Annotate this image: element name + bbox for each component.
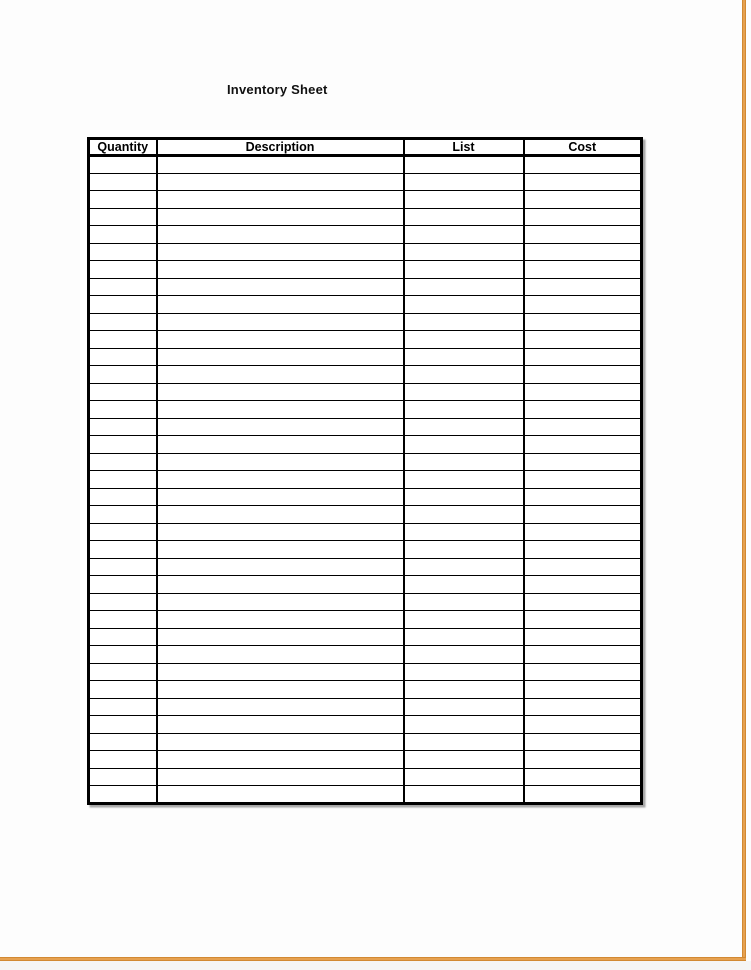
table-row (89, 541, 642, 559)
table-cell (404, 488, 524, 506)
table-cell (89, 366, 157, 384)
table-cell (89, 628, 157, 646)
table-cell (404, 243, 524, 261)
table-cell (157, 471, 404, 489)
page-edge-strip (0, 961, 751, 970)
table-cell (157, 681, 404, 699)
table-cell (524, 278, 642, 296)
table-row (89, 173, 642, 191)
table-cell (89, 296, 157, 314)
table-row (89, 558, 642, 576)
table-cell (89, 436, 157, 454)
table-cell (89, 786, 157, 804)
table-cell (157, 296, 404, 314)
table-cell (404, 278, 524, 296)
table-row (89, 471, 642, 489)
table-cell (89, 716, 157, 734)
table-row (89, 401, 642, 419)
table-cell (404, 646, 524, 664)
table-row (89, 436, 642, 454)
table-cell (524, 261, 642, 279)
table-cell (404, 593, 524, 611)
table-cell (404, 523, 524, 541)
table-row (89, 488, 642, 506)
table-cell (157, 541, 404, 559)
table-row (89, 313, 642, 331)
table-row (89, 751, 642, 769)
table-cell (157, 558, 404, 576)
table-cell (524, 453, 642, 471)
table-cell (89, 226, 157, 244)
table-row (89, 453, 642, 471)
table-row (89, 383, 642, 401)
table-cell (89, 593, 157, 611)
table-row (89, 191, 642, 209)
table-cell (524, 366, 642, 384)
table-cell (404, 768, 524, 786)
table-row (89, 348, 642, 366)
column-header-quantity: Quantity (89, 139, 157, 156)
table-cell (404, 681, 524, 699)
table-cell (157, 488, 404, 506)
table-cell (404, 576, 524, 594)
table-cell (404, 786, 524, 804)
table-cell (404, 366, 524, 384)
table-cell (404, 698, 524, 716)
table-cell (89, 401, 157, 419)
table-cell (404, 226, 524, 244)
table-cell (524, 313, 642, 331)
table-cell (524, 786, 642, 804)
table-cell (89, 418, 157, 436)
table-cell (157, 506, 404, 524)
table-cell (157, 208, 404, 226)
table-row (89, 278, 642, 296)
table-cell (524, 296, 642, 314)
table-cell (524, 506, 642, 524)
table-cell (524, 558, 642, 576)
table-cell (157, 663, 404, 681)
table-cell (157, 436, 404, 454)
table-cell (89, 558, 157, 576)
table-cell (157, 576, 404, 594)
table-cell (157, 768, 404, 786)
table-cell (524, 716, 642, 734)
column-header-list: List (404, 139, 524, 156)
table-cell (404, 611, 524, 629)
table-cell (89, 156, 157, 174)
table-cell (404, 453, 524, 471)
table-cell (524, 156, 642, 174)
table-cell (524, 523, 642, 541)
table-cell (524, 628, 642, 646)
table-cell (157, 173, 404, 191)
table-cell (89, 576, 157, 594)
table-row (89, 523, 642, 541)
table-cell (89, 471, 157, 489)
table-cell (404, 401, 524, 419)
table-cell (524, 191, 642, 209)
table-cell (404, 751, 524, 769)
table-row (89, 681, 642, 699)
table-cell (404, 733, 524, 751)
table-cell (524, 646, 642, 664)
table-cell (524, 418, 642, 436)
table-cell (404, 663, 524, 681)
table-cell (524, 243, 642, 261)
table-cell (404, 418, 524, 436)
table-cell (524, 611, 642, 629)
table-cell (89, 191, 157, 209)
table-cell (404, 541, 524, 559)
table-cell (524, 471, 642, 489)
table-cell (524, 576, 642, 594)
table-cell (157, 366, 404, 384)
table-cell (89, 768, 157, 786)
table-cell (89, 261, 157, 279)
table-cell (89, 453, 157, 471)
table-cell (524, 331, 642, 349)
table-cell (404, 558, 524, 576)
table-cell (404, 208, 524, 226)
table-cell (404, 383, 524, 401)
table-row (89, 593, 642, 611)
table-cell (404, 296, 524, 314)
table-cell (157, 383, 404, 401)
table-row (89, 786, 642, 804)
table-cell (524, 593, 642, 611)
table-cell (524, 383, 642, 401)
inventory-table (87, 137, 643, 805)
table-cell (89, 348, 157, 366)
table-cell (524, 663, 642, 681)
table-row (89, 506, 642, 524)
table-cell (524, 348, 642, 366)
table-cell (524, 401, 642, 419)
table-cell (404, 156, 524, 174)
table-row (89, 156, 642, 174)
table-row (89, 768, 642, 786)
table-cell (157, 628, 404, 646)
table-body (89, 156, 642, 804)
table-cell (524, 681, 642, 699)
table-cell (89, 383, 157, 401)
table-cell (404, 506, 524, 524)
table-cell (404, 436, 524, 454)
table-row (89, 716, 642, 734)
table-cell (157, 226, 404, 244)
table-row (89, 366, 642, 384)
table-cell (89, 208, 157, 226)
table-cell (157, 523, 404, 541)
table-cell (89, 331, 157, 349)
table-cell (89, 541, 157, 559)
table-cell (89, 681, 157, 699)
table-cell (404, 348, 524, 366)
table-row (89, 208, 642, 226)
column-header-description: Description (157, 139, 404, 156)
table-cell (157, 261, 404, 279)
table-cell (524, 173, 642, 191)
table-cell (404, 191, 524, 209)
table-cell (404, 716, 524, 734)
table-row (89, 418, 642, 436)
table-cell (524, 226, 642, 244)
table-cell (524, 698, 642, 716)
table-cell (524, 768, 642, 786)
table-cell (89, 506, 157, 524)
table-cell (157, 786, 404, 804)
table-cell (157, 278, 404, 296)
table-cell (157, 401, 404, 419)
table-cell (404, 313, 524, 331)
table-cell (157, 611, 404, 629)
table-cell (404, 173, 524, 191)
table-cell (157, 593, 404, 611)
table-row (89, 243, 642, 261)
page-border-right (742, 0, 746, 961)
table-cell (157, 418, 404, 436)
table-row (89, 576, 642, 594)
table-row (89, 628, 642, 646)
table-cell (157, 453, 404, 471)
table-cell (157, 331, 404, 349)
table-cell (89, 313, 157, 331)
table-cell (89, 523, 157, 541)
table-cell (89, 243, 157, 261)
table-cell (89, 733, 157, 751)
table-cell (524, 208, 642, 226)
table-cell (524, 436, 642, 454)
table-row (89, 261, 642, 279)
table-cell (89, 646, 157, 664)
table-cell (157, 348, 404, 366)
table-row (89, 611, 642, 629)
column-header-cost: Cost (524, 139, 642, 156)
table-cell (89, 173, 157, 191)
page-title: Inventory Sheet (227, 82, 328, 97)
table-row (89, 646, 642, 664)
table-cell (89, 611, 157, 629)
table-row (89, 733, 642, 751)
table-cell (404, 471, 524, 489)
table-cell (157, 646, 404, 664)
table-cell (157, 733, 404, 751)
table-cell (524, 751, 642, 769)
table-cell (157, 716, 404, 734)
table-row (89, 698, 642, 716)
table-cell (157, 751, 404, 769)
table-cell (89, 663, 157, 681)
table-cell (524, 733, 642, 751)
table-row (89, 226, 642, 244)
table-header-row (89, 139, 642, 156)
table-cell (524, 541, 642, 559)
table-cell (89, 488, 157, 506)
table-cell (157, 156, 404, 174)
table-cell (157, 698, 404, 716)
table-cell (404, 331, 524, 349)
table-cell (157, 191, 404, 209)
table-row (89, 296, 642, 314)
table-cell (404, 261, 524, 279)
table-cell (157, 313, 404, 331)
table-cell (89, 751, 157, 769)
table-row (89, 663, 642, 681)
table-cell (157, 243, 404, 261)
table-row (89, 331, 642, 349)
table-cell (524, 488, 642, 506)
table-cell (404, 628, 524, 646)
table-cell (89, 698, 157, 716)
table-cell (89, 278, 157, 296)
